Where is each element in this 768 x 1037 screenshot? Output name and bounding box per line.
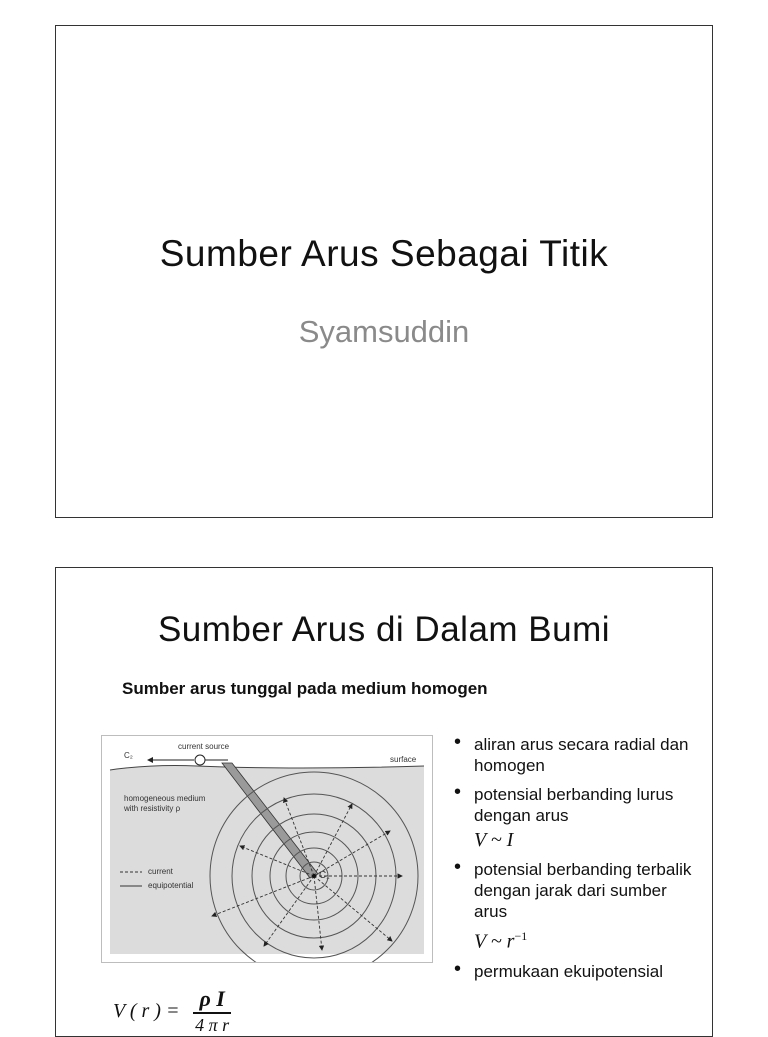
current-source-symbol <box>195 755 205 765</box>
content-slide <box>55 567 713 1037</box>
slide-author: Syamsuddin <box>298 314 470 349</box>
inverse-formula <box>474 926 702 953</box>
bullet-icon: • <box>454 957 462 980</box>
bullet-item <box>452 856 702 953</box>
bullet-text: permukaan ekuipotensial <box>474 961 664 981</box>
c2-label: C₂ <box>124 751 133 760</box>
potential-equation <box>113 986 231 1036</box>
resistivity-label: with resistivity ρ <box>124 804 181 813</box>
current-source-label: current source <box>178 742 230 751</box>
formula-base: V ~ r <box>474 930 515 953</box>
slide-title: Sumber Arus Sebagai Titik <box>159 233 609 274</box>
legend-current-label: current <box>148 867 173 876</box>
bullet-icon: • <box>454 781 462 803</box>
slide-title: Sumber Arus di Dalam Bumi <box>157 610 611 649</box>
equation-numerator: ρ I <box>193 986 230 1014</box>
proportional-formula: V ~ I <box>474 829 514 851</box>
bullet-item <box>452 781 702 851</box>
equation-fraction <box>193 986 230 1036</box>
diagram-graphic <box>102 736 432 962</box>
bullet-text: potensial berbanding terbalik dengan jarak dari sumber arus <box>474 860 692 921</box>
medium-label: homogeneous medium <box>124 794 206 803</box>
equation-denominator: 4 π r <box>195 1015 230 1035</box>
bullet-item <box>452 731 702 776</box>
formula-exponent: −1 <box>514 929 528 943</box>
surface-label: surface <box>390 755 417 764</box>
bullet-text: potensial berbanding lurus dengan arus <box>474 785 674 825</box>
slide-subtitle: Sumber arus tunggal pada medium homogen <box>122 679 488 698</box>
current-source-diagram <box>101 735 433 963</box>
bullet-text: aliran arus secara radial dan homogen <box>474 735 689 775</box>
bullet-item <box>452 957 702 982</box>
c1-label: C₁ <box>319 870 330 881</box>
title-slide <box>55 25 713 518</box>
legend-equipotential-label: equipotential <box>148 881 194 890</box>
bullet-icon: • <box>454 731 462 753</box>
equation-lhs: V ( r ) = <box>113 999 180 1022</box>
bullet-icon: • <box>454 856 462 878</box>
bullet-list <box>452 731 702 990</box>
